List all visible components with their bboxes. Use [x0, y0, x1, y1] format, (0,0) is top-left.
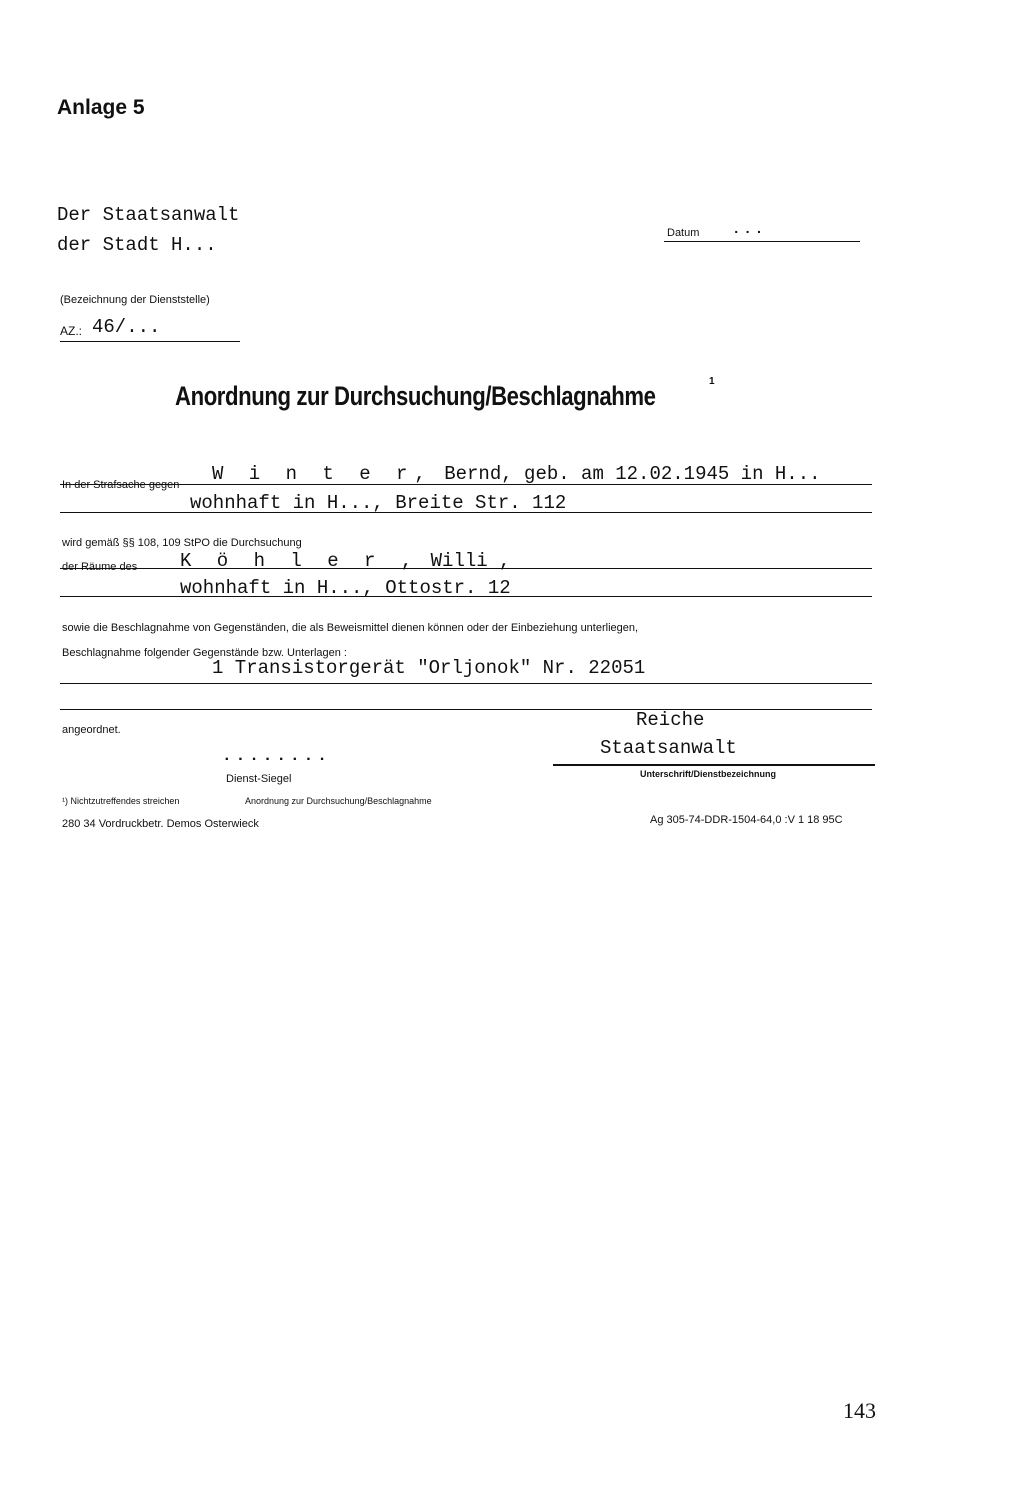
- page-number: 143: [843, 1398, 876, 1423]
- accused-details: Bernd, geb. am 12.02.1945 in H...: [432, 463, 821, 485]
- seal-label: Dienst-Siegel: [226, 773, 292, 785]
- form-name: Anordnung zur Durchsuchung/Beschlagnahme: [245, 796, 432, 806]
- accused-address: wohnhaft in H..., Breite Str. 112: [190, 492, 567, 514]
- evidence-clause-label: sowie die Beschlagnahme von Gegenständen, die als Beweismittel dienen können oder der Einbeziehung unterliegen,: [62, 622, 639, 634]
- form-code: Ag 305-74-DDR-1504-64,0 :V 1 18 95C: [650, 814, 843, 826]
- date-underline: [664, 241, 860, 242]
- annex-heading: Anlage 5: [57, 96, 145, 119]
- office-designation-label: (Bezeichnung der Dienststelle): [60, 294, 210, 306]
- accused-person: [212, 463, 821, 485]
- premises-address-underline: [60, 596, 872, 597]
- footnote-text: ¹) Nichtzutreffendes streichen: [62, 796, 180, 806]
- accused-surname: W i n t e r,: [212, 463, 433, 485]
- legal-basis-label: wird gemäß §§ 108, 109 StPO die Durchsuchung: [62, 537, 302, 549]
- criminal-case-label: In der Strafsache gegen: [62, 479, 180, 491]
- premises-label: der Räume des: [62, 561, 138, 573]
- premises-address: wohnhaft in H..., Ottostr. 12: [180, 577, 511, 599]
- seal-placeholder: ........: [222, 747, 331, 765]
- premises-owner-underline: [60, 568, 872, 569]
- printer-imprint: 280 34 Vordruckbetr. Demos Osterwieck: [62, 818, 259, 830]
- file-number-value: 46/...: [92, 316, 161, 338]
- seized-item-underline: [60, 683, 872, 684]
- date-label: Datum: [667, 227, 700, 239]
- seizure-items-label: Beschlagnahme folgender Gegenstände bzw. Unterlagen :: [62, 647, 347, 659]
- signer-name: Reiche: [636, 709, 705, 731]
- accused-underline: [60, 484, 872, 485]
- seized-item: 1 Transistorgerät "Orljonok" Nr. 22051: [212, 657, 646, 679]
- file-number-label: AZ.:: [60, 324, 83, 338]
- owner-surname: K ö h l e r ,: [180, 550, 420, 572]
- accused-address-underline: [60, 512, 872, 513]
- owner-details: Willi ,: [419, 550, 511, 572]
- signature-caption: Unterschrift/Dienstbezeichnung: [640, 769, 777, 779]
- date-value: ...: [732, 222, 767, 238]
- ordered-label: angeordnet.: [62, 724, 121, 736]
- document-title: Anordnung zur Durchsuchung/Beschlagnahme: [175, 381, 656, 411]
- title-footnote-mark: 1: [709, 376, 715, 387]
- file-number-underline: [60, 341, 240, 342]
- sender-line-1: Der Staatsanwalt: [57, 204, 240, 226]
- signature-line: [553, 764, 875, 766]
- seized-item-underline-2: [60, 709, 872, 710]
- sender-line-2: der Stadt H...: [57, 234, 217, 256]
- signer-title: Staatsanwalt: [600, 737, 737, 759]
